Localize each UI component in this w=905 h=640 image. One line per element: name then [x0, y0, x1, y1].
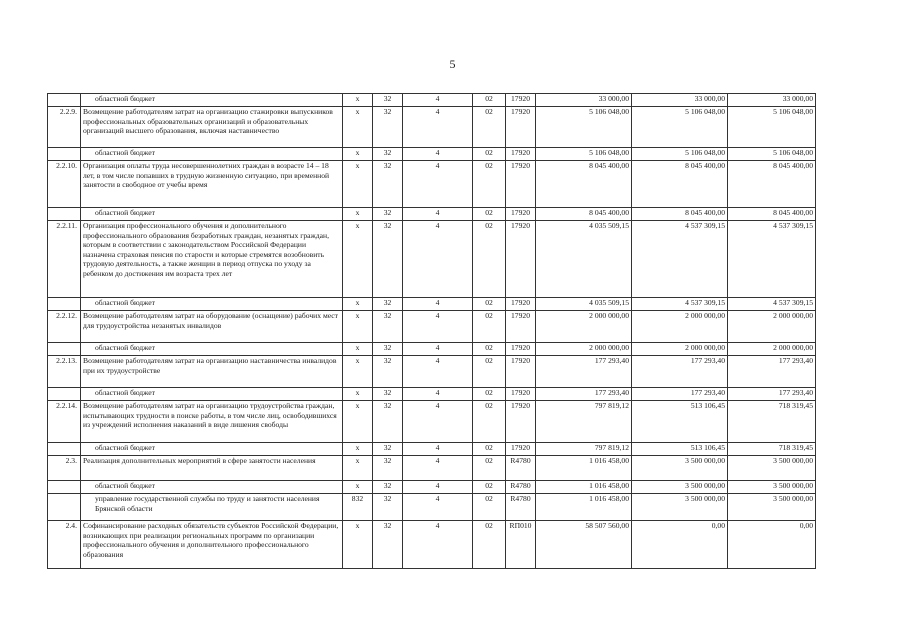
- amount-year2-cell: 3 500 000,00: [632, 494, 728, 521]
- code-admin-cell: 832: [343, 494, 373, 521]
- amount-year2-cell: 33 000,00: [632, 94, 728, 107]
- code-program-cell: 32: [373, 356, 403, 388]
- code-subprogram-cell: 4: [403, 311, 473, 343]
- amount-year1-cell: 1 016 458,00: [536, 494, 632, 521]
- code-admin-cell: x: [343, 148, 373, 161]
- code-subprogram-cell: 4: [403, 401, 473, 443]
- code-direction-cell: 17920: [506, 401, 536, 443]
- code-direction-cell: 17920: [506, 161, 536, 208]
- row-name-cell: Возмещение работодателям затрат на оборудование (оснащение) рабочих мест для трудоустройства незанятых инвалидов: [81, 311, 343, 343]
- table-row-subtotal: [48, 494, 816, 521]
- amount-year3-cell: 3 500 000,00: [728, 481, 816, 494]
- row-name-cell: областной бюджет: [81, 94, 343, 107]
- row-number-cell: [48, 94, 81, 107]
- code-admin-cell: x: [343, 298, 373, 311]
- amount-year1-cell: 5 106 048,00: [536, 107, 632, 148]
- row-number-cell: [48, 148, 81, 161]
- code-direction-cell: 17920: [506, 298, 536, 311]
- code-main-event-cell: 02: [473, 208, 506, 221]
- row-name-cell: областной бюджет: [81, 481, 343, 494]
- code-program-cell: 32: [373, 161, 403, 208]
- code-direction-cell: 17920: [506, 94, 536, 107]
- code-main-event-cell: 02: [473, 221, 506, 298]
- table-row: [48, 456, 816, 481]
- amount-year2-cell: 8 045 400,00: [632, 208, 728, 221]
- row-number-cell: 2.3.: [48, 456, 81, 481]
- amount-year1-cell: 58 507 560,00: [536, 521, 632, 569]
- code-program-cell: 32: [373, 221, 403, 298]
- code-subprogram-cell: 4: [403, 443, 473, 456]
- table-row-subtotal: [48, 208, 816, 221]
- code-main-event-cell: 02: [473, 521, 506, 569]
- row-number-cell: 2.2.14.: [48, 401, 81, 443]
- amount-year1-cell: 4 035 509,15: [536, 221, 632, 298]
- code-admin-cell: x: [343, 343, 373, 356]
- amount-year1-cell: 2 000 000,00: [536, 343, 632, 356]
- code-direction-cell: 17920: [506, 388, 536, 401]
- code-main-event-cell: 02: [473, 388, 506, 401]
- code-admin-cell: x: [343, 456, 373, 481]
- code-main-event-cell: 02: [473, 311, 506, 343]
- amount-year2-cell: 4 537 309,15: [632, 221, 728, 298]
- code-program-cell: 32: [373, 401, 403, 443]
- amount-year1-cell: 797 819,12: [536, 443, 632, 456]
- row-number-cell: [48, 298, 81, 311]
- table-row: [48, 107, 816, 148]
- code-main-event-cell: 02: [473, 481, 506, 494]
- amount-year3-cell: 3 500 000,00: [728, 494, 816, 521]
- code-program-cell: 32: [373, 443, 403, 456]
- amount-year2-cell: 5 106 048,00: [632, 148, 728, 161]
- row-number-cell: [48, 388, 81, 401]
- amount-year2-cell: 3 500 000,00: [632, 481, 728, 494]
- amount-year2-cell: 177 293,40: [632, 356, 728, 388]
- code-admin-cell: x: [343, 94, 373, 107]
- code-admin-cell: x: [343, 481, 373, 494]
- table-row: [48, 521, 816, 569]
- code-program-cell: 32: [373, 94, 403, 107]
- code-program-cell: 32: [373, 107, 403, 148]
- code-main-event-cell: 02: [473, 356, 506, 388]
- row-name-cell: Возмещение работодателям затрат на организацию трудоустройства граждан, испытывающих трудности в поиске работы, в том числе лиц, освободившихся из учреждений исполнения наказаний в виде лишения свободы: [81, 401, 343, 443]
- code-main-event-cell: 02: [473, 148, 506, 161]
- code-direction-cell: 17920: [506, 343, 536, 356]
- code-subprogram-cell: 4: [403, 94, 473, 107]
- table-row-subtotal: [48, 481, 816, 494]
- row-name-cell: Возмещение работодателям затрат на организацию наставничества инвалидов при их трудоустройстве: [81, 356, 343, 388]
- code-admin-cell: x: [343, 221, 373, 298]
- code-direction-cell: RП010: [506, 521, 536, 569]
- row-name-cell: Реализация дополнительных мероприятий в сфере занятости населения: [81, 456, 343, 481]
- code-main-event-cell: 02: [473, 94, 506, 107]
- row-name-cell: областной бюджет: [81, 208, 343, 221]
- table-row-subtotal: [48, 148, 816, 161]
- row-number-cell: 2.2.13.: [48, 356, 81, 388]
- code-program-cell: 32: [373, 481, 403, 494]
- row-number-cell: 2.2.11.: [48, 221, 81, 298]
- code-admin-cell: x: [343, 388, 373, 401]
- code-main-event-cell: 02: [473, 161, 506, 208]
- amount-year1-cell: 1 016 458,00: [536, 481, 632, 494]
- amount-year2-cell: 2 000 000,00: [632, 343, 728, 356]
- amount-year3-cell: 2 000 000,00: [728, 311, 816, 343]
- code-admin-cell: x: [343, 311, 373, 343]
- amount-year3-cell: 4 537 309,15: [728, 221, 816, 298]
- code-main-event-cell: 02: [473, 443, 506, 456]
- code-subprogram-cell: 4: [403, 388, 473, 401]
- code-main-event-cell: 02: [473, 401, 506, 443]
- code-program-cell: 32: [373, 494, 403, 521]
- code-program-cell: 32: [373, 456, 403, 481]
- amount-year3-cell: 5 106 048,00: [728, 107, 816, 148]
- code-subprogram-cell: 4: [403, 481, 473, 494]
- code-program-cell: 32: [373, 298, 403, 311]
- amount-year2-cell: 0,00: [632, 521, 728, 569]
- code-direction-cell: 17920: [506, 107, 536, 148]
- row-name-cell: областной бюджет: [81, 343, 343, 356]
- amount-year3-cell: 2 000 000,00: [728, 343, 816, 356]
- page-number: 5: [449, 57, 456, 71]
- table-row: [48, 161, 816, 208]
- table-row: [48, 401, 816, 443]
- code-program-cell: 32: [373, 521, 403, 569]
- code-admin-cell: x: [343, 443, 373, 456]
- code-admin-cell: x: [343, 208, 373, 221]
- table-row-subtotal: [48, 94, 816, 107]
- amount-year3-cell: 177 293,40: [728, 356, 816, 388]
- code-direction-cell: 17920: [506, 443, 536, 456]
- code-direction-cell: 17920: [506, 148, 536, 161]
- code-admin-cell: x: [343, 401, 373, 443]
- amount-year2-cell: 177 293,40: [632, 388, 728, 401]
- amount-year3-cell: 3 500 000,00: [728, 456, 816, 481]
- amount-year2-cell: 513 106,45: [632, 443, 728, 456]
- row-name-cell: областной бюджет: [81, 148, 343, 161]
- table-row: [48, 311, 816, 343]
- amount-year1-cell: 4 035 509,15: [536, 298, 632, 311]
- amount-year3-cell: 5 106 048,00: [728, 148, 816, 161]
- row-number-cell: [48, 481, 81, 494]
- table-row-subtotal: [48, 298, 816, 311]
- code-program-cell: 32: [373, 208, 403, 221]
- amount-year2-cell: 4 537 309,15: [632, 298, 728, 311]
- code-admin-cell: x: [343, 521, 373, 569]
- table-row: [48, 221, 816, 298]
- row-number-cell: 2.4.: [48, 521, 81, 569]
- table-row-subtotal: [48, 343, 816, 356]
- code-direction-cell: 17920: [506, 311, 536, 343]
- code-direction-cell: R4780: [506, 456, 536, 481]
- amount-year3-cell: 177 293,40: [728, 388, 816, 401]
- amount-year3-cell: 4 537 309,15: [728, 298, 816, 311]
- amount-year3-cell: 718 319,45: [728, 401, 816, 443]
- amount-year2-cell: 2 000 000,00: [632, 311, 728, 343]
- amount-year2-cell: 3 500 000,00: [632, 456, 728, 481]
- code-subprogram-cell: 4: [403, 356, 473, 388]
- row-name-cell: областной бюджет: [81, 298, 343, 311]
- amount-year1-cell: 797 819,12: [536, 401, 632, 443]
- amount-year2-cell: 5 106 048,00: [632, 107, 728, 148]
- row-number-cell: [48, 208, 81, 221]
- amount-year1-cell: 8 045 400,00: [536, 208, 632, 221]
- table-row: [48, 356, 816, 388]
- code-subprogram-cell: 4: [403, 456, 473, 481]
- row-number-cell: 2.2.12.: [48, 311, 81, 343]
- amount-year3-cell: 718 319,45: [728, 443, 816, 456]
- code-direction-cell: R4780: [506, 481, 536, 494]
- code-admin-cell: x: [343, 107, 373, 148]
- code-main-event-cell: 02: [473, 343, 506, 356]
- amount-year1-cell: 1 016 458,00: [536, 456, 632, 481]
- code-main-event-cell: 02: [473, 107, 506, 148]
- row-name-cell: Организация профессионального обучения и дополнительного профессионального образования безработных граждан, незанятых граждан, которым в соответствии с законодательством Российской Федерации назначена страховая пенсия по старости и которые стремятся возобновить трудовую деятельность, а также женщин в период отпуска по уходу за ребенком до достижения им возраста трех лет: [81, 221, 343, 298]
- amount-year1-cell: 2 000 000,00: [536, 311, 632, 343]
- row-number-cell: [48, 443, 81, 456]
- code-subprogram-cell: 4: [403, 494, 473, 521]
- code-program-cell: 32: [373, 343, 403, 356]
- amount-year1-cell: 33 000,00: [536, 94, 632, 107]
- table-body: [48, 94, 816, 569]
- table-row-subtotal: [48, 443, 816, 456]
- code-admin-cell: x: [343, 161, 373, 208]
- budget-table: [47, 93, 816, 569]
- amount-year1-cell: 177 293,40: [536, 388, 632, 401]
- row-number-cell: [48, 343, 81, 356]
- code-program-cell: 32: [373, 388, 403, 401]
- code-program-cell: 32: [373, 311, 403, 343]
- row-name-cell: Софинансирование расходных обязательств субъектов Российской Федерации, возникающих при реализации региональных программ по организации профессионального обучения и дополнительного профессионального образования: [81, 521, 343, 569]
- code-main-event-cell: 02: [473, 494, 506, 521]
- code-subprogram-cell: 4: [403, 221, 473, 298]
- code-main-event-cell: 02: [473, 456, 506, 481]
- amount-year2-cell: 8 045 400,00: [632, 161, 728, 208]
- code-subprogram-cell: 4: [403, 107, 473, 148]
- amount-year3-cell: 8 045 400,00: [728, 161, 816, 208]
- row-name-cell: областной бюджет: [81, 443, 343, 456]
- code-direction-cell: R4780: [506, 494, 536, 521]
- code-direction-cell: 17920: [506, 356, 536, 388]
- amount-year1-cell: 177 293,40: [536, 356, 632, 388]
- amount-year1-cell: 5 106 048,00: [536, 148, 632, 161]
- row-name-cell: областной бюджет: [81, 388, 343, 401]
- amount-year2-cell: 513 106,45: [632, 401, 728, 443]
- code-program-cell: 32: [373, 148, 403, 161]
- code-direction-cell: 17920: [506, 221, 536, 298]
- code-subprogram-cell: 4: [403, 208, 473, 221]
- code-main-event-cell: 02: [473, 298, 506, 311]
- row-number-cell: 2.2.9.: [48, 107, 81, 148]
- code-direction-cell: 17920: [506, 208, 536, 221]
- row-name-cell: Организация оплаты труда несовершеннолетних граждан в возрасте 14 – 18 лет, в том числе попавших в трудную жизненную ситуацию, при временной занятости в свободное от учебы время: [81, 161, 343, 208]
- code-subprogram-cell: 4: [403, 148, 473, 161]
- amount-year3-cell: 8 045 400,00: [728, 208, 816, 221]
- code-subprogram-cell: 4: [403, 298, 473, 311]
- code-subprogram-cell: 4: [403, 161, 473, 208]
- row-number-cell: [48, 494, 81, 521]
- row-number-cell: 2.2.10.: [48, 161, 81, 208]
- code-subprogram-cell: 4: [403, 521, 473, 569]
- amount-year1-cell: 8 045 400,00: [536, 161, 632, 208]
- row-name-cell: Возмещение работодателям затрат на организацию стажировки выпускников профессиональных образовательных организаций и образовательных организаций высшего образования, включая наставничество: [81, 107, 343, 148]
- code-subprogram-cell: 4: [403, 343, 473, 356]
- amount-year3-cell: 0,00: [728, 521, 816, 569]
- table-row-subtotal: [48, 388, 816, 401]
- code-admin-cell: x: [343, 356, 373, 388]
- amount-year3-cell: 33 000,00: [728, 94, 816, 107]
- row-name-cell: управление государственной службы по труду и занятости населения Брянской области: [81, 494, 343, 521]
